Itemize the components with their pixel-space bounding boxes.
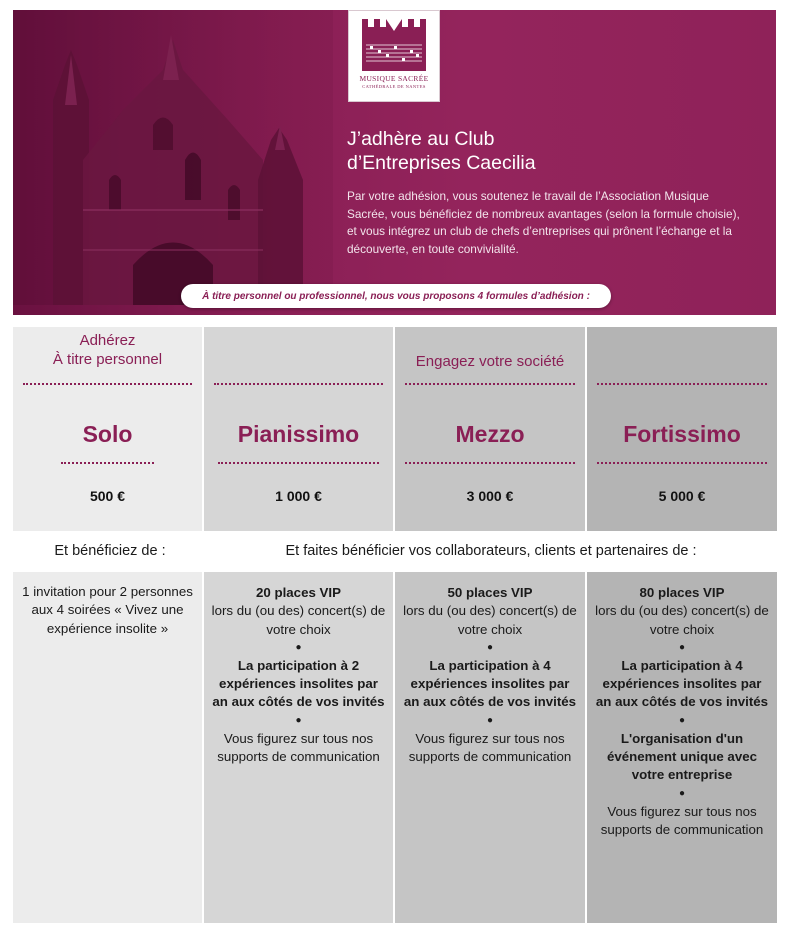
- benefits-band-personal: Et bénéficiez de :: [20, 531, 200, 571]
- benefits-pianissimo: [204, 572, 393, 923]
- dotted-divider: [597, 462, 767, 464]
- benefit-communication: Vous figurez sur tous nos supports de communication: [217, 730, 380, 765]
- bullet-icon: ●: [678, 641, 686, 653]
- plan-column-mezzo: [395, 327, 585, 531]
- dotted-divider: [218, 462, 379, 464]
- intro-paragraph: Par votre adhésion, vous soutenez le travail de l’Association Musique Sacrée, vous bénéficiez de nombreux avantages (selon la formule choisie), et vous intégrez un club de chefs d’entreprises qui prônent l’échange et la découverte, en toute convivialité.: [347, 189, 740, 256]
- plan-name-pianissimo: Pianissimo: [237, 421, 360, 447]
- benefits-solo: [13, 572, 202, 923]
- cathedral-logo-icon: [356, 13, 432, 73]
- dotted-divider: [23, 383, 192, 385]
- dotted-divider: [405, 462, 575, 464]
- bullet-icon: ●: [678, 714, 686, 726]
- bullet-icon: ●: [486, 714, 494, 726]
- benefit-event: L'organisation d'un événement unique avec votre entreprise: [606, 730, 758, 783]
- plan-name-fortissimo: Fortissimo: [623, 421, 741, 447]
- bullet-icon: ●: [678, 787, 686, 799]
- logo-subtitle: CATHÉDRALE DE NANTES: [362, 84, 426, 89]
- benefits-fortissimo: [587, 572, 777, 923]
- plan-column-solo: [13, 327, 202, 531]
- plan-column-fortissimo: [587, 327, 777, 531]
- bullet-icon: ●: [295, 714, 302, 726]
- solo-benefit-text: 1 invitation pour 2 personnes aux 4 soirées « Vivez une expérience insolite »: [22, 584, 193, 636]
- title-line-1: J’adhère au Club: [347, 128, 495, 150]
- plan-name-solo: Solo: [82, 421, 133, 447]
- benefit-participation: La participation à 4 expériences insolites par an aux côtés de vos invités: [403, 657, 577, 710]
- plan-price-pianissimo: 1 000 €: [275, 488, 322, 504]
- benefit-concert: lors du (ou des) concert(s) de votre choix: [403, 603, 577, 637]
- benefit-communication: Vous figurez sur tous nos supports de communication: [600, 803, 764, 837]
- benefit-participation: La participation à 2 expériences insolites par an aux côtés de vos invités: [212, 657, 385, 710]
- plan-price-mezzo: 3 000 €: [466, 488, 514, 504]
- group-label-personal-1: Adhérez: [79, 332, 136, 349]
- benefit-concert: lors du (ou des) concert(s) de votre choix: [211, 603, 386, 637]
- bullet-icon: ●: [486, 641, 494, 653]
- cathedral-illustration: [13, 10, 333, 305]
- benefit-places: 50 places VIP: [447, 585, 533, 600]
- title-line-2: d’Entreprises Caecilia: [347, 152, 536, 174]
- dotted-divider: [214, 383, 383, 385]
- benefit-places: 20 places VIP: [255, 585, 341, 600]
- benefits-band-company: Et faites bénéficier vos collaborateurs, clients et partenaires de :: [205, 531, 777, 571]
- benefit-concert: lors du (ou des) concert(s) de votre choix: [595, 603, 769, 637]
- benefit-places: 80 places VIP: [639, 585, 725, 600]
- dotted-divider: [61, 462, 154, 464]
- header-banner: [13, 10, 776, 315]
- group-label-company: Engagez votre société: [415, 353, 565, 370]
- dotted-divider: [405, 383, 575, 385]
- plan-name-mezzo: Mezzo: [455, 421, 525, 447]
- group-label-personal-2: À titre personnel: [52, 351, 163, 368]
- plan-price-solo: 500 €: [89, 488, 126, 504]
- dotted-divider: [597, 383, 767, 385]
- musique-sacree-logo: [348, 10, 440, 102]
- bullet-icon: ●: [295, 641, 302, 653]
- benefit-communication: Vous figurez sur tous nos supports de communication: [408, 730, 572, 765]
- logo-title: MUSIQUE SACRÉE: [359, 74, 429, 83]
- formulas-intro-pill: À titre personnel ou professionnel, nous vous proposons 4 formules d’adhésion :: [181, 284, 611, 308]
- page-title: [347, 127, 747, 175]
- plan-column-pianissimo: [204, 327, 393, 531]
- benefit-participation: La participation à 4 expériences insolites par an aux côtés de vos invités: [595, 657, 769, 710]
- benefits-mezzo: [395, 572, 585, 923]
- plan-price-fortissimo: 5 000 €: [658, 488, 706, 504]
